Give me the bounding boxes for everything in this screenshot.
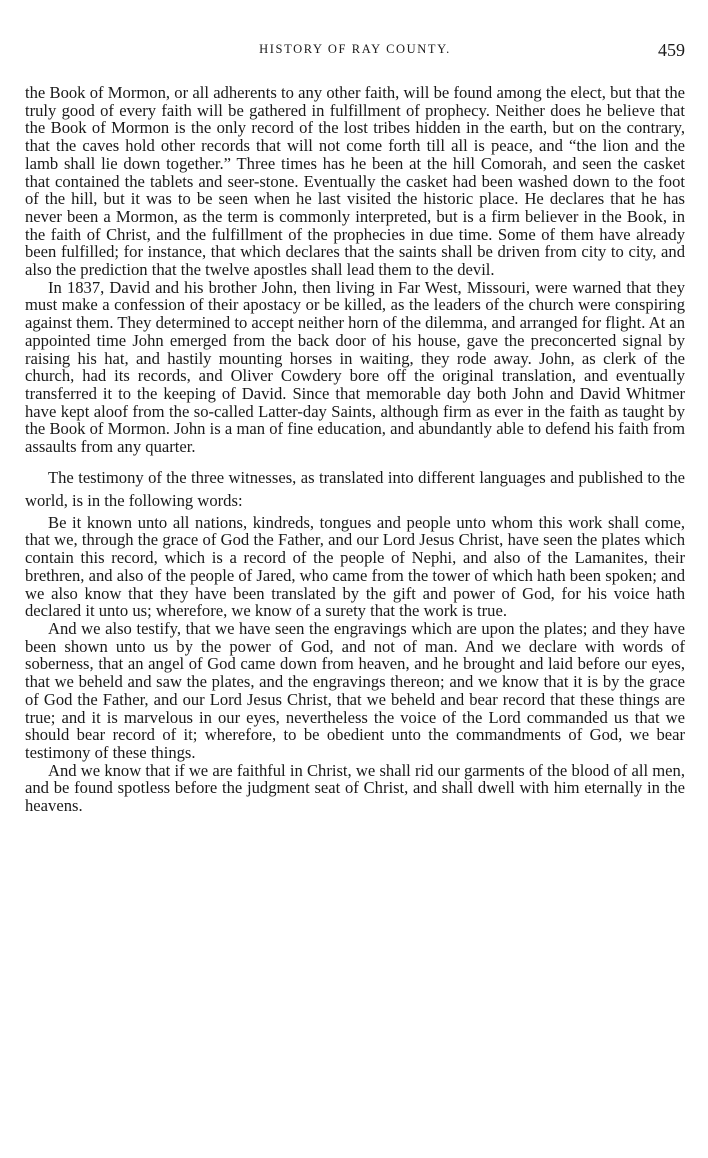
- running-title: HISTORY OF RAY COUNTY.: [259, 42, 451, 56]
- paragraph-testimony-intro: The testimony of the three witnesses, as translated into different languages and published to the world, is in the following words:: [25, 467, 685, 510]
- running-head: [25, 40, 685, 64]
- paragraph-whitmer-flight: In 1837, David and his brother John, then living in Far West, Missouri, were warned that they must make a confession of their apostacy or be killed, as the leaders of the church were conspiring against them. They determined to accept neither horn of the dilemma, and arranged for flight. At an appointed time John emerged from the back door of his house, gave the preconcerted signal by raising his hat, and hastily mounting horses in waiting, they rode away. John, as clerk of the church, had its records, and Oliver Cowdery bore off the original translation, and eventually transferred it to the keeping of David. Since that memorable day both John and David Whitmer have kept aloof from the so-called Latter-day Saints, although firm as ever in the faith as taught by the Book of Mormon. John is a man of fine education, and abundantly able to defend his faith from assaults from any quarter.: [25, 277, 685, 457]
- paragraph-testimony-2: And we also testify, that we have seen the engravings which are upon the plates; and they have been shown unto us by the power of God, and not of man. And we declare with words of soberness, that an angel of God came down from heaven, and he brought and laid before our eyes, that we beheld and saw the plates, and the engravings thereon; and we know that it is by the grace of God the Father, and our Lord Jesus Christ, that we beheld and bear record that these things are true; and it is marvelous in our eyes, nevertheless the voice of the Lord commanded us that we should bear record of it; wherefore, to be obedient unto the commandments of God, we bear testimony of these things.: [25, 618, 685, 762]
- paragraph-continued: the Book of Mormon, or all adherents to any other faith, will be found among the elect, but that the truly good of every faith will be gathered in fulfillment of prophecy. Neither does he believe that the Book of Mormon is the only record of the lost tribes hidden in the earth, but on the contrary, that the caves hold other records that will not come forth till all is peace, and “the lion and the lamb shall lie down together.” Three times has he been at the hill Comorah, and seen the casket that contained the tablets and seer-stone. Eventually the casket had been washed down to the foot of the hill, but it was to be seen when he last visited the historic place. He declares that he has never been a Mormon, as the term is commonly interpreted, but is a firm believer in the Book, in the faith of Christ, and the fulfillment of the prophecies in due time. Some of them have already been fulfilled; for instance, that which declares that the saints shall be driven from city to city, and also the prediction that the twelve apostles shall lead them to the devil.: [25, 83, 685, 280]
- paragraph-testimony-3: And we know that if we are faithful in Christ, we shall rid our garments of the blood of all men, and be found spotless before the judgment seat of Christ, and shall dwell with him eternally in the heavens.: [25, 760, 685, 816]
- paragraph-testimony-1: Be it known unto all nations, kindreds, tongues and people unto whom this work shall come, that we, through the grace of God the Father, and our Lord Jesus Christ, have seen the plates which contain this record, which is a record of the people of Nephi, and also of the Lamanites, their brethren, and also of the people of Jared, who came from the tower of which hath been spoken; and we also know that they have been translated by the gift and power of God, for his voice hath declared it unto us; wherefore, we know of a surety that the work is true.: [25, 512, 685, 621]
- body-text: [25, 84, 685, 815]
- page-number: 459: [658, 40, 685, 60]
